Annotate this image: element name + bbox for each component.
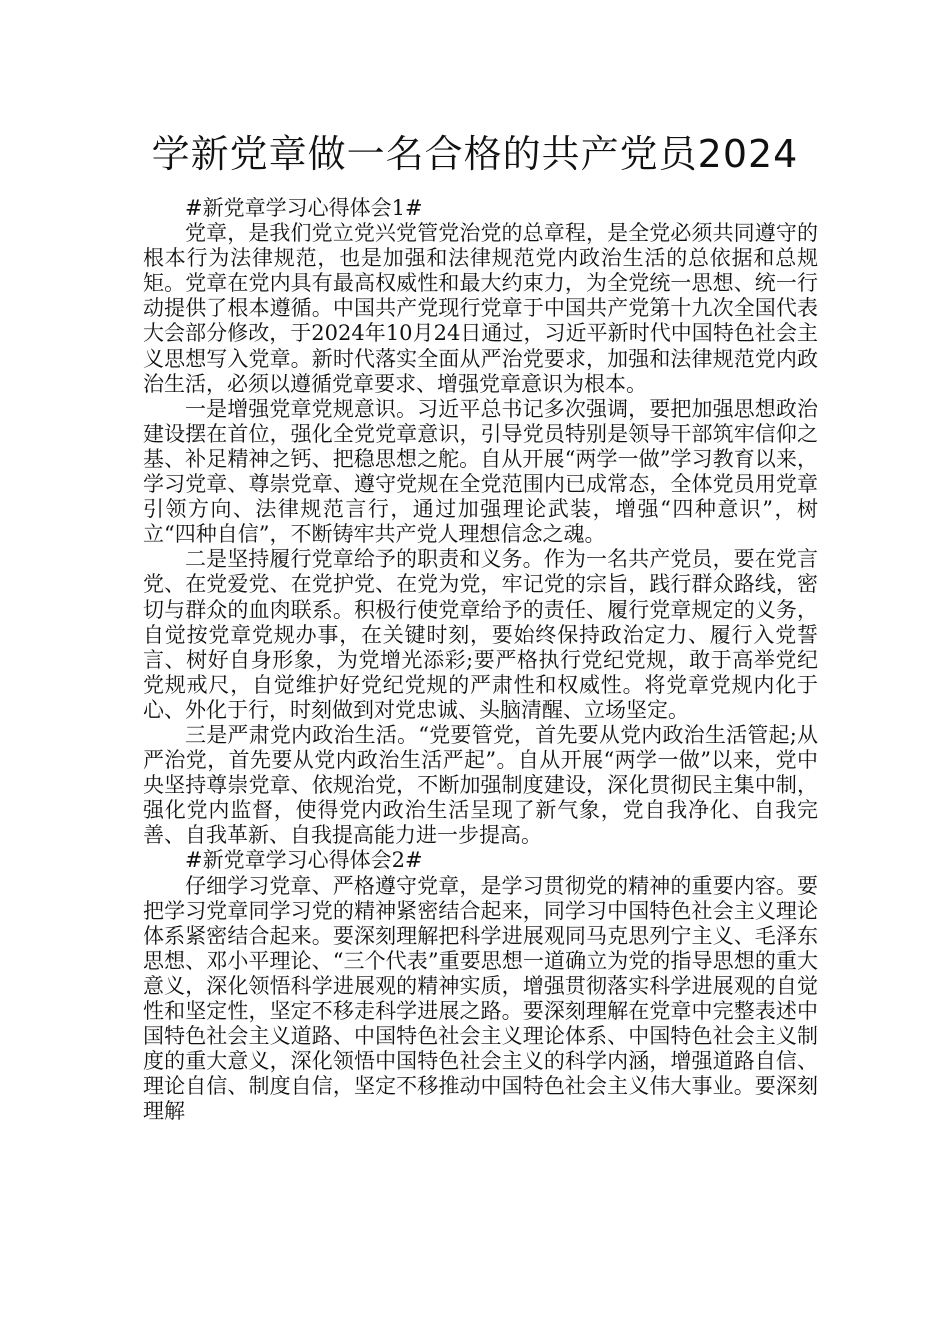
document-body (143, 196, 818, 1124)
paragraph-intro: 党章，是我们党立党兴党管党治党的总章程，是全党必须共同遵守的根本行为法律规范，也是加强和法律规范党内政治生活的总依据和总规矩。党章在党内具有最高权威性和最大约束力，为全党统一思想、统一行动提供了根本遵循。中国共产党现行党章于中国共产党第十九次全国代表大会部分修改，于2024年10月24日通过，习近平新时代中国特色社会主义思想写入党章。新时代落实全面从严治党要求，加强和法律规范党内政治生活，必须以遵循党章要求、增强党章意识为根本。 (143, 221, 818, 396)
section-heading-2: #新党章学习心得体会2# (185, 848, 423, 873)
paragraph-point-three: 三是严肃党内政治生活。“党要管党，首先要从党内政治生活管起;从严治党，首先要从党内政治生活严起”。自从开展“两学一做”以来，党中央坚持尊崇党章、依规治党，不断加强制度建设，深化贯彻民主集中制，强化党内监督，使得党内政治生活呈现了新气象，党自我净化、自我完善、自我革新、自我提高能力进一步提高。 (143, 722, 818, 848)
paragraph-section-two: 仔细学习党章、严格遵守党章，是学习贯彻党的精神的重要内容。要把学习党章同学习党的精神紧密结合起来，同学习中国特色社会主义理论体系紧密结合起来。要深刻理解把科学进展观同马克思列宁主义、毛泽东思想、邓小平理论、“三个代表”重要思想一道确立为党的指导思想的重大意义，深化领悟科学进展观的精神实质，增强贯彻落实科学进展观的自觉性和坚定性，坚定不移走科学进展之路。要深刻理解在党章中完整表述中国特色社会主义道路、中国特色社会主义理论体系、中国特色社会主义制度的重大意义，深化领悟中国特色社会主义的科学内涵，增强道路自信、理论自信、制度自信，坚定不移推动中国特色社会主义伟大事业。要深刻理解 (143, 873, 818, 1124)
document-title: 学新党章做一名合格的共产党员2024 (151, 132, 799, 176)
section-heading-1: #新党章学习心得体会1# (185, 196, 423, 220)
paragraph-point-two: 二是坚持履行党章给予的职责和义务。作为一名共产党员，要在党言党、在党爱党、在党护党、在党为党，牢记党的宗旨，践行群众路线，密切与群众的血肉联系。积极行使党章给予的责任、履行党章规定的义务，自觉按党章党规办事，在关键时刻，要始终保持政治定力、履行入党誓言、树好自身形象，为党增光添彩;要严格执行党纪党规，敢于高举党纪党规戒尺，自觉维护好党纪党规的严肃性和权威性。将党章党规内化于心、外化于行，时刻做到对党忠诚、头脑清醒、立场坚定。 (143, 547, 818, 722)
paragraph-point-one: 一是增强党章党规意识。习近平总书记多次强调，要把加强思想政治建设摆在首位，强化全党党章意识，引导党员特别是领导干部筑牢信仰之基、补足精神之钙、把稳思想之舵。自从开展“两学一做”学习教育以来，学习党章、尊崇党章、遵守党规在全党范围内已成常态，全体党员用党章引领方向、法律规范言行，通过加强理论武装，增强“四种意识”，树立“四种自信”，不断铸牢共产党人理想信念之魂。 (143, 396, 818, 547)
